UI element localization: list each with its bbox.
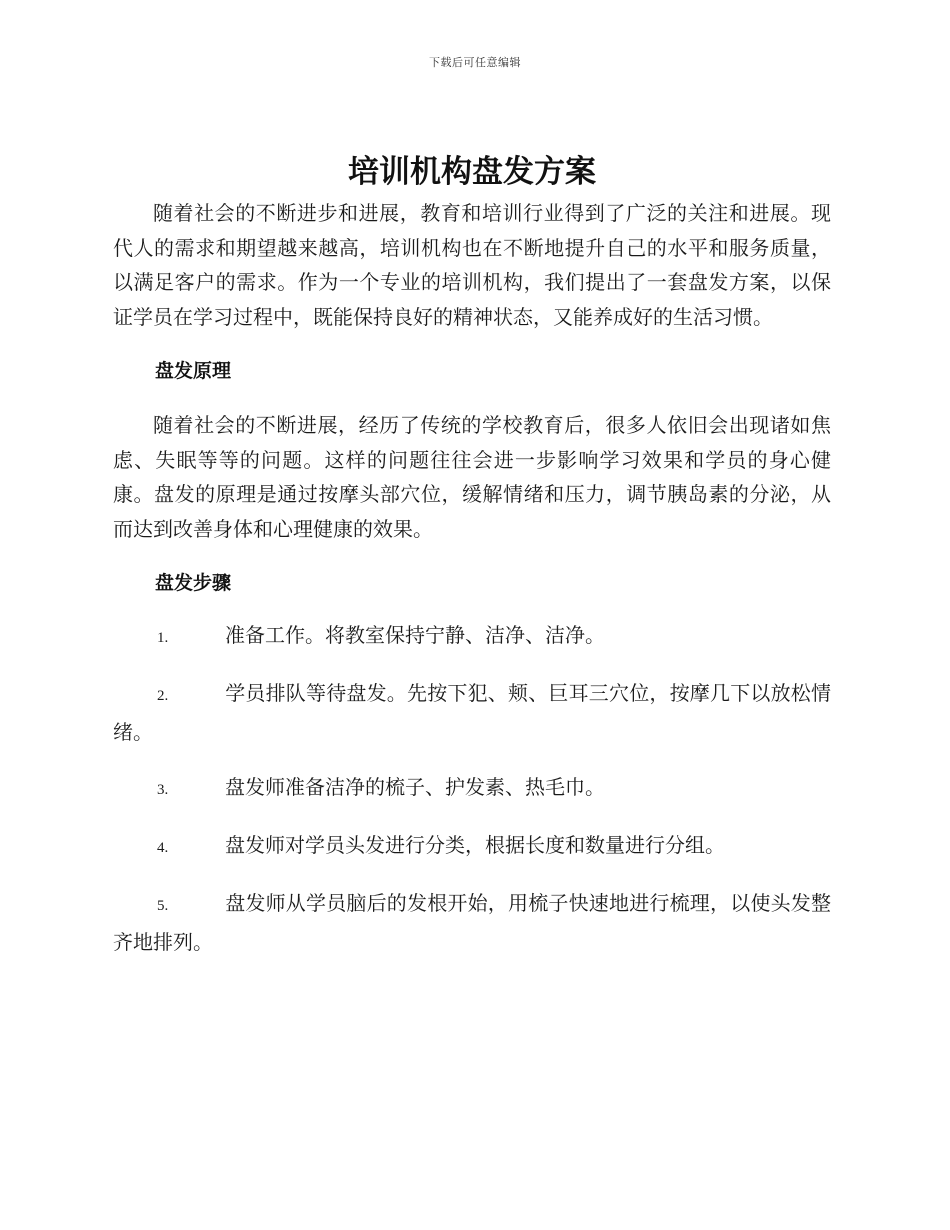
document-body: [113, 148, 831, 960]
step-number: 5.: [157, 898, 169, 914]
step-text: 盘发师准备洁净的梳子、护发素、热毛巾。: [225, 775, 605, 799]
document-title: 培训机构盘发方案: [348, 154, 596, 190]
step-number: 1.: [157, 630, 169, 646]
section-heading-principle: 盘发原理: [155, 360, 232, 382]
step-number: 2.: [157, 688, 169, 704]
step-item: [113, 675, 831, 750]
section-heading-steps: 盘发步骤: [155, 572, 232, 594]
step-item: [113, 827, 831, 866]
step-number: 4.: [157, 840, 169, 856]
step-item: [113, 769, 831, 808]
intro-paragraph: 随着社会的不断进步和进展，教育和培训行业得到了广泛的关注和进展。现代人的需求和期望越来越高，培训机构也在不断地提升自己的水平和服务质量，以满足客户的需求。作为一个专业的培训机构，我们提出了一套盘发方案，以保证学员在学习过程中，既能保持良好的精神状态，又能养成好的生活习惯。: [113, 201, 831, 329]
header-note: 下载后可任意编辑: [429, 56, 521, 69]
step-text: 学员排队等待盘发。先按下犯、颊、巨耳三穴位，按摩几下以放松情绪。: [113, 681, 831, 744]
principle-paragraph: 随着社会的不断进展，经历了传统的学校教育后，很多人依旧会出现诸如焦虑、失眠等等的问题。这样的问题往往会进一步影响学习效果和学员的身心健康。盘发的原理是通过按摩头部穴位，缓解情绪和压力，调节胰岛素的分泌，从而达到改善身体和心理健康的效果。: [113, 413, 831, 541]
step-text: 盘发师对学员头发进行分类，根据长度和数量进行分组。: [225, 833, 725, 857]
step-text: 盘发师从学员脑后的发根开始，用梳子快速地进行梳理，以使头发整齐地排列。: [113, 891, 831, 954]
step-item: [113, 617, 831, 656]
step-text: 准备工作。将教室保持宁静、洁净、洁净。: [225, 623, 605, 647]
step-number: 3.: [157, 782, 169, 798]
step-item: [113, 885, 831, 960]
